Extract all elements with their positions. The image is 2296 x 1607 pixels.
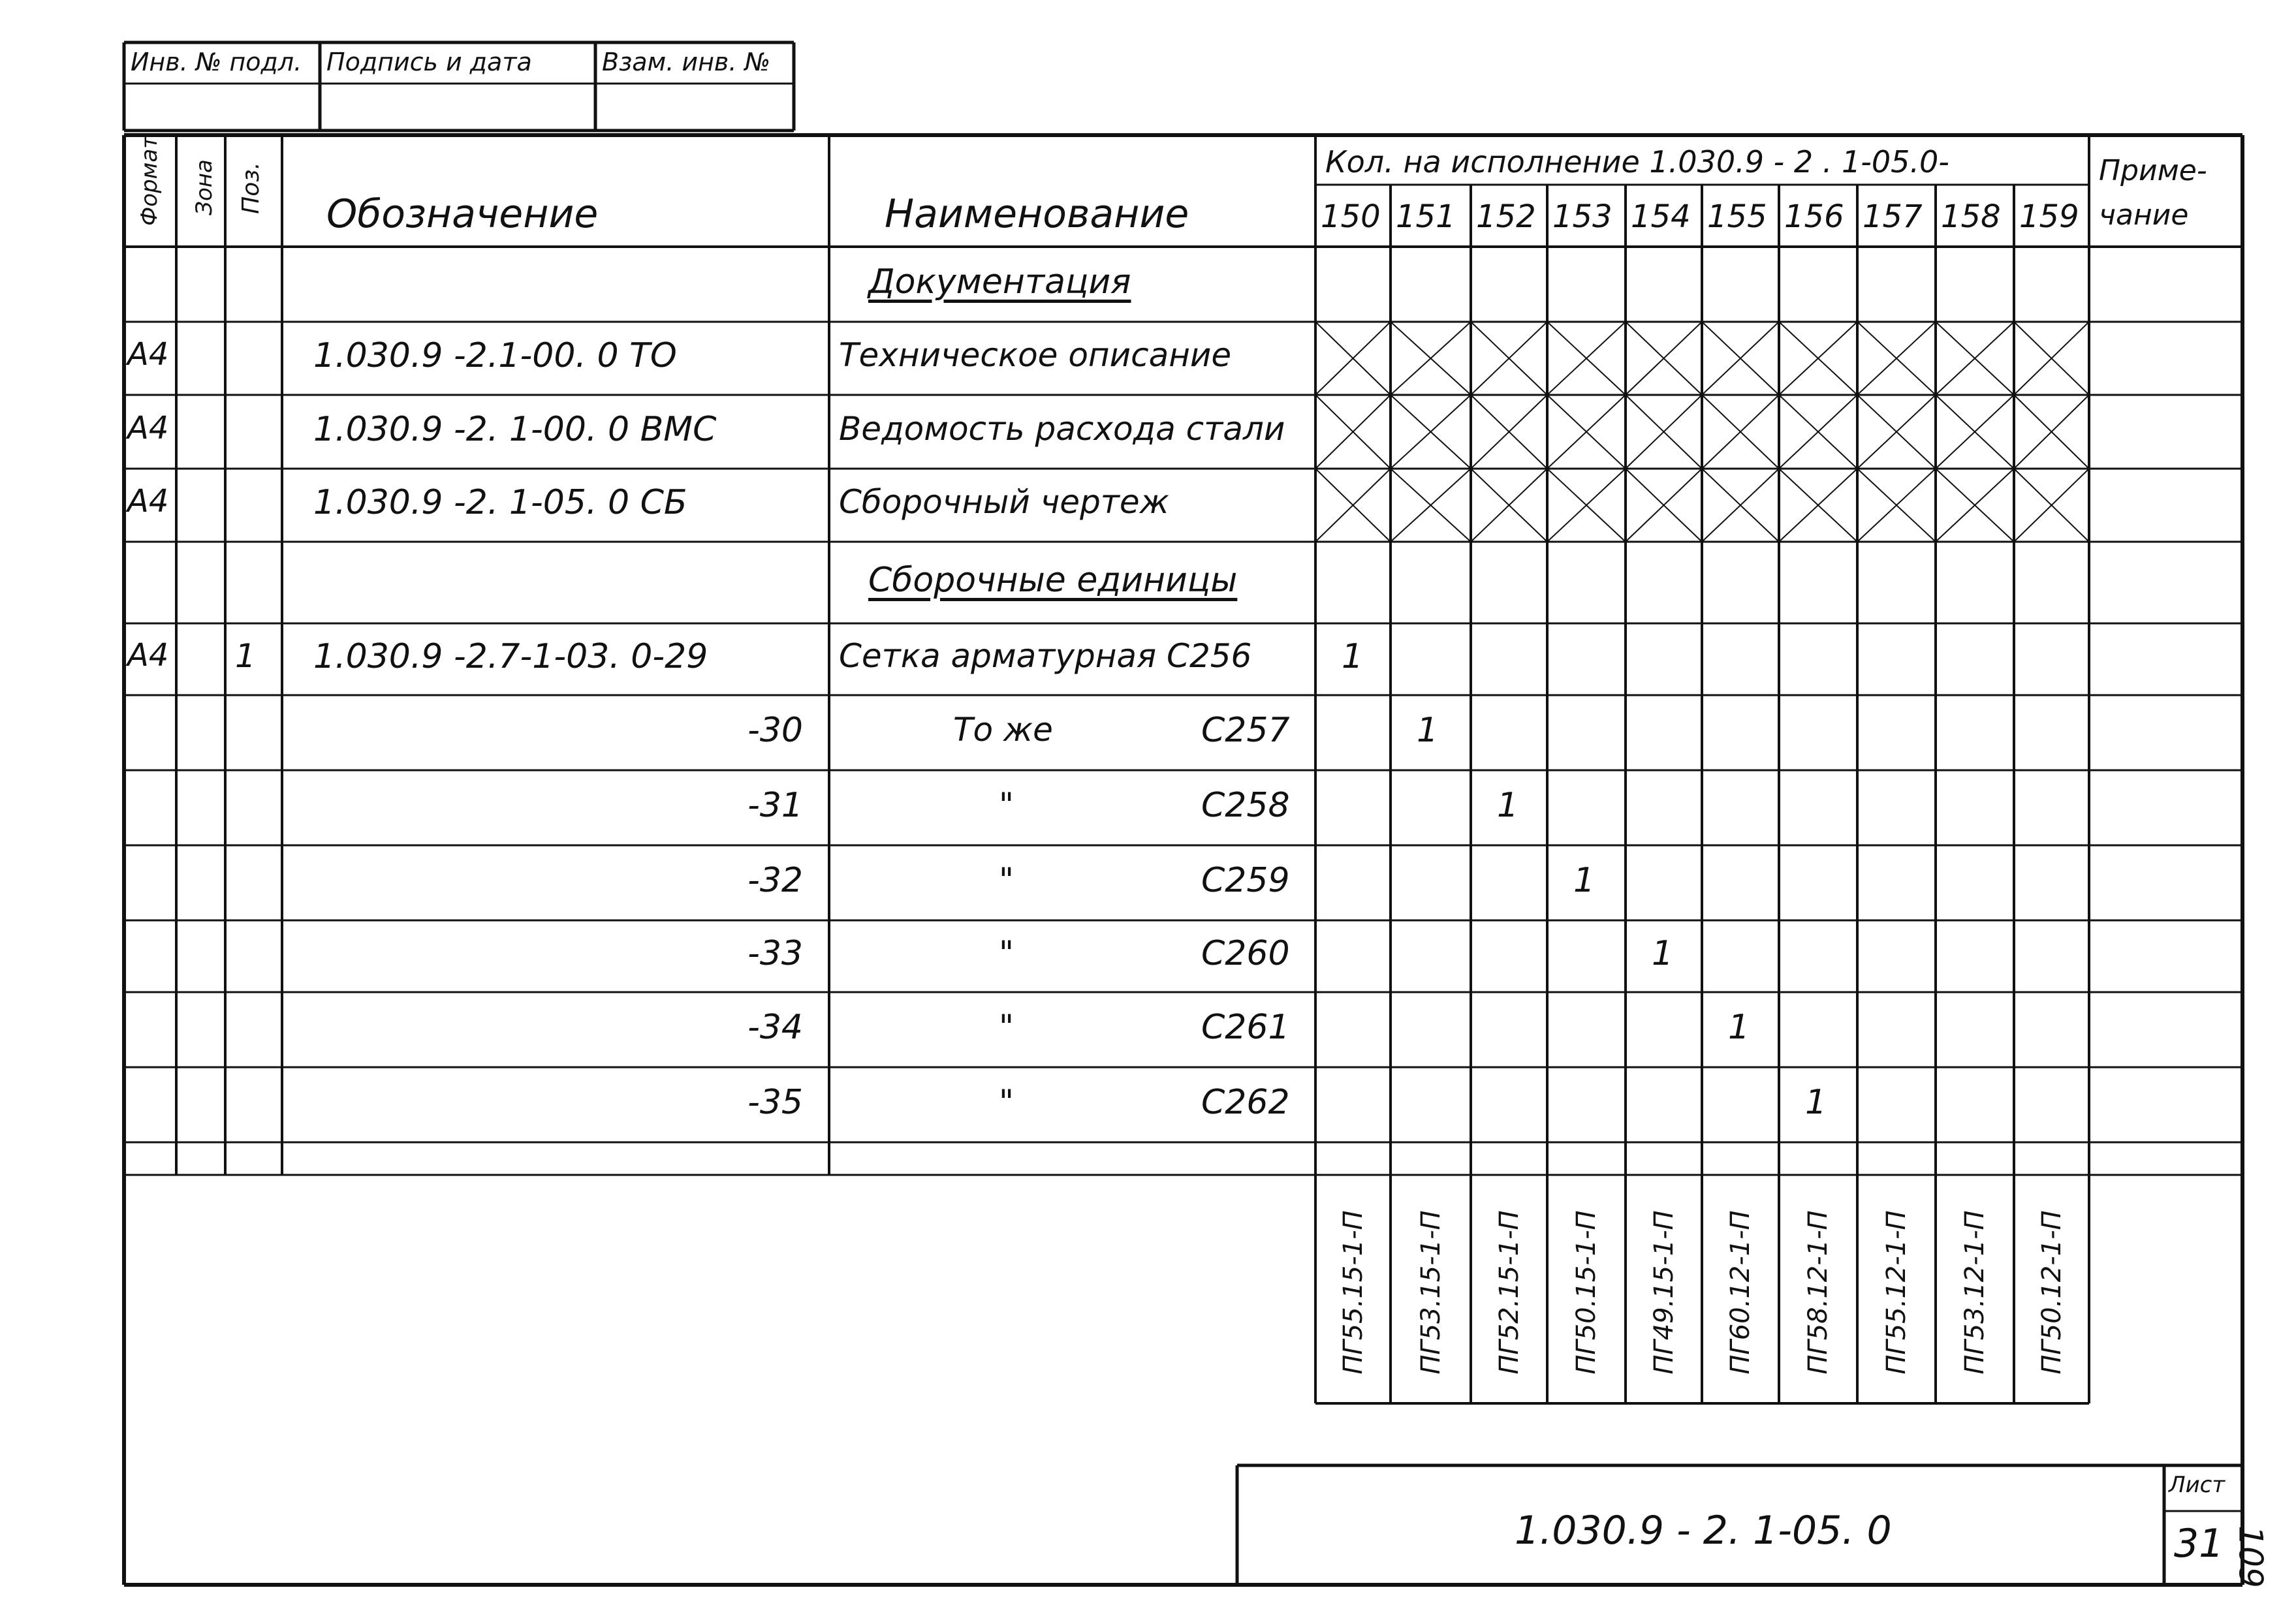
page-number: 109 xyxy=(2231,1525,2270,1588)
row-name: " xyxy=(999,1082,1014,1121)
header-zone: Зона xyxy=(191,159,217,215)
header-variant-151: 151 xyxy=(1396,198,1456,235)
row-name-code: С262 xyxy=(1201,1082,1290,1122)
sheet-label: Лист xyxy=(2169,1472,2225,1498)
slab-label: ПГ50.15-1-П xyxy=(1571,1210,1601,1375)
stamp-signature-date: Подпись и дата xyxy=(326,48,532,76)
row-name-code: С257 xyxy=(1201,710,1290,750)
row-name: " xyxy=(999,860,1014,899)
row-designation: 1.030.9 -2.7-1-03. 0-29 xyxy=(313,637,708,676)
slab-label: ПГ53.15-1-П xyxy=(1415,1210,1446,1375)
header-quantity-title: Кол. на исполнение 1.030.9 - 2 . 1-05.0- xyxy=(1325,144,1949,179)
row-name: Сборочный чертеж xyxy=(839,483,1169,521)
row-name: " xyxy=(999,785,1014,824)
slab-label: ПГ52.15-1-П xyxy=(1494,1210,1524,1375)
slab-label: ПГ55.12-1-П xyxy=(1881,1210,1911,1375)
header-variant-150: 150 xyxy=(1321,198,1381,235)
document-code: 1.030.9 - 2. 1-05. 0 xyxy=(1515,1508,1892,1553)
header-name: Наименование xyxy=(885,191,1189,237)
section-heading: Документация xyxy=(868,262,1131,302)
row-designation: -35 xyxy=(747,1082,803,1122)
row-designation: -34 xyxy=(747,1007,803,1047)
row-position: 1 xyxy=(235,637,256,675)
header-variant-154: 154 xyxy=(1631,198,1691,235)
row-format: А4 xyxy=(127,483,169,520)
row-name: Техническое описание xyxy=(839,336,1232,374)
header-note-line2: чание xyxy=(2099,198,2189,232)
header-variant-153: 153 xyxy=(1552,198,1612,235)
slab-label: ПГ49.15-1-П xyxy=(1648,1210,1679,1375)
row-quantity: 1 xyxy=(1417,710,1439,750)
header-pos: Поз. xyxy=(237,162,264,214)
header-variant-155: 155 xyxy=(1707,198,1767,235)
row-name: " xyxy=(999,934,1014,972)
row-quantity: 1 xyxy=(1728,1007,1750,1047)
stamp-replaced-inv: Взам. инв. № xyxy=(602,48,771,76)
row-designation: -32 xyxy=(747,860,803,900)
row-name: " xyxy=(999,1007,1014,1046)
slab-label: ПГ55.15-1-П xyxy=(1338,1210,1368,1375)
row-designation: 1.030.9 -2.1-00. 0 ТО xyxy=(313,336,677,375)
row-format: А4 xyxy=(127,409,169,446)
row-format: А4 xyxy=(127,336,169,373)
row-name-code: С259 xyxy=(1201,860,1290,900)
row-name: Сетка арматурная С256 xyxy=(839,637,1252,675)
row-quantity: 1 xyxy=(1573,860,1596,900)
row-name: Ведомость расхода стали xyxy=(839,409,1285,448)
row-designation: -31 xyxy=(747,785,803,825)
header-variant-157: 157 xyxy=(1863,198,1923,235)
header-variant-159: 159 xyxy=(2019,198,2079,235)
row-designation: -33 xyxy=(747,934,803,973)
header-note-line1: Приме- xyxy=(2099,154,2207,187)
header-designation: Обозначение xyxy=(326,191,599,237)
slab-label: ПГ60.12-1-П xyxy=(1725,1210,1755,1375)
row-designation: 1.030.9 -2. 1-05. 0 СБ xyxy=(313,483,687,522)
header-variant-158: 158 xyxy=(1941,198,2001,235)
row-name-code: С260 xyxy=(1201,934,1290,973)
slab-label: ПГ50.12-1-П xyxy=(2036,1210,2067,1375)
row-quantity: 1 xyxy=(1652,934,1674,973)
header-format: Формат xyxy=(136,136,163,226)
row-quantity: 1 xyxy=(1805,1082,1827,1122)
stamp-inv-number: Инв. № подл. xyxy=(131,48,302,76)
row-designation: -30 xyxy=(747,710,803,750)
row-name-code: С258 xyxy=(1201,785,1290,825)
slab-label: ПГ53.12-1-П xyxy=(1960,1210,1990,1375)
sheet-number: 31 xyxy=(2174,1521,2224,1567)
row-name-code: С261 xyxy=(1201,1007,1290,1047)
row-quantity: 1 xyxy=(1342,637,1364,676)
section-heading: Сборочные единицы xyxy=(868,560,1238,600)
row-format: А4 xyxy=(127,637,169,674)
header-variant-156: 156 xyxy=(1784,198,1844,235)
row-name: То же xyxy=(953,710,1053,749)
row-designation: 1.030.9 -2. 1-00. 0 ВМС xyxy=(313,409,717,449)
row-quantity: 1 xyxy=(1497,785,1519,825)
header-variant-152: 152 xyxy=(1476,198,1536,235)
slab-label: ПГ58.12-1-П xyxy=(1803,1210,1833,1375)
